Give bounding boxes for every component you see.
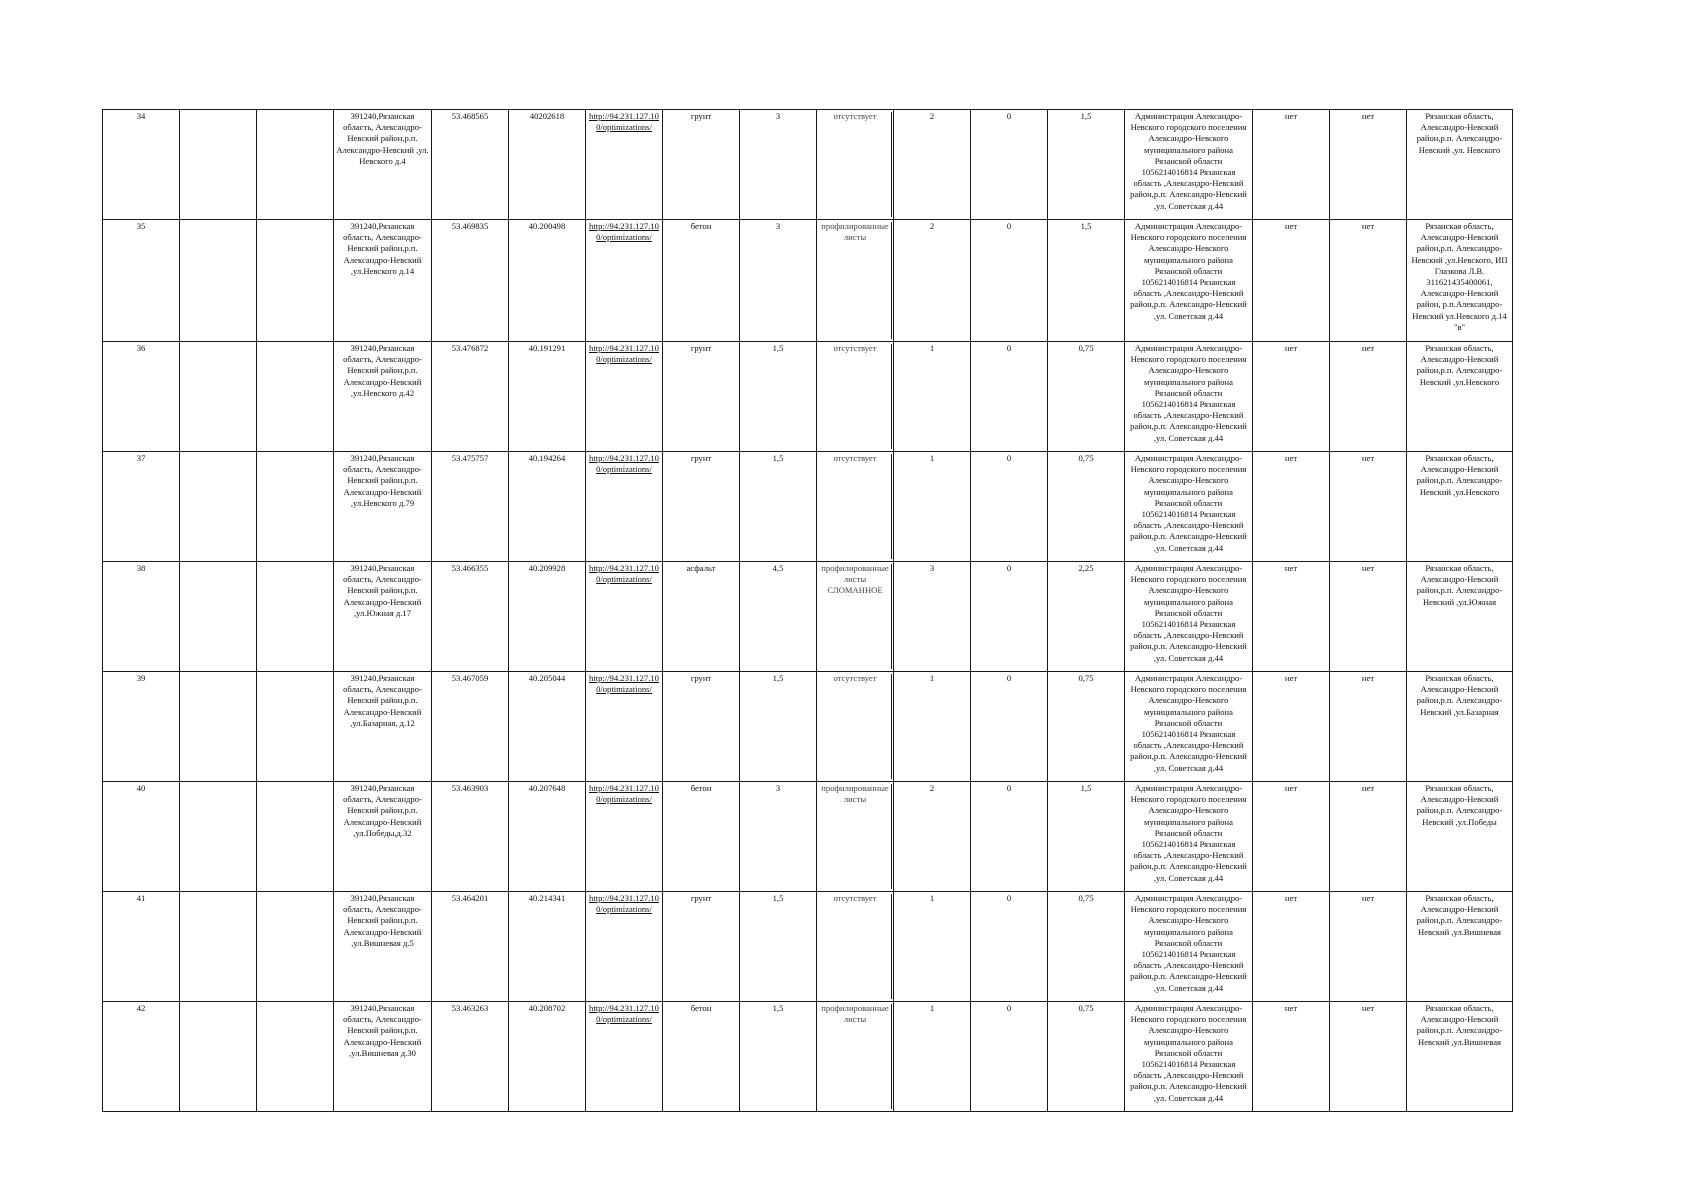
address-cell: 391240,Рязанская область, Александро-Невский район,р.п. Александро-Невский ,ул. Невского д.4 [334,110,432,220]
map-link-cell [586,220,663,342]
flag-cell-2: нет [1330,110,1407,220]
sources-cell: Рязанская область, Александро-Невский район,р.п. Александро-Невский ,ул.Вишневая [1407,1002,1513,1112]
volume-cell: 0,75 [1048,672,1125,782]
map-link-cell [586,1002,663,1112]
address-cell: 391240,Рязанская область, Александро-Невский район,р.п. Александро-Невский ,ул.Вишневая д.30 [334,1002,432,1112]
surface-cell: бетон [663,220,740,342]
fence-cell [817,220,894,342]
flag-cell-2: нет [1330,452,1407,562]
empty-cell-3 [257,672,334,782]
sources-cell: Рязанская область, Александро-Невский район,р.п. Александро-Невский ,ул.Невского [1407,452,1513,562]
row-number: 36 [103,342,180,452]
volume-cell: 1,5 [1048,782,1125,892]
area-cell: 3 [740,110,817,220]
owner-cell: Администрация Александро-Невского городского поселения Александро-Невского муниципального района Рязанской области 1056214016814 Рязанская область ,Александро-Невский район,р.п. Александро-Невский ,ул. Советская д.44 [1125,110,1253,220]
latitude-cell: 53.463903 [432,782,509,892]
flag-cell-1: нет [1253,672,1330,782]
table-row [103,562,1513,672]
volume-cell: 0,75 [1048,342,1125,452]
empty-cell-2 [180,342,257,452]
containers-count-cell: 1 [894,342,971,452]
containers-planned-cell: 0 [971,1002,1048,1112]
map-link[interactable]: http://94.231.127.100/optimizations/ [589,673,659,695]
fence-cell [817,342,894,452]
empty-cell-3 [257,892,334,1002]
empty-cell-3 [257,1002,334,1112]
map-link-cell [586,892,663,1002]
flag-cell-1: нет [1253,110,1330,220]
row-number: 37 [103,452,180,562]
latitude-cell: 53.468565 [432,110,509,220]
empty-cell-3 [257,342,334,452]
empty-cell-3 [257,110,334,220]
area-cell: 1,5 [740,892,817,1002]
containers-planned-cell: 0 [971,782,1048,892]
latitude-cell: 53.476872 [432,342,509,452]
fence-text: профилированные листы [821,221,889,243]
cell-divider [891,454,892,559]
empty-cell-3 [257,452,334,562]
containers-count-cell: 2 [894,110,971,220]
flag-cell-1: нет [1253,782,1330,892]
containers-count-cell: 2 [894,782,971,892]
fence-cell [817,452,894,562]
surface-cell: асфальт [663,562,740,672]
map-link[interactable]: http://94.231.127.100/optimizations/ [589,111,659,133]
longitude-cell: 40.208702 [509,1002,586,1112]
owner-cell: Администрация Александро-Невского городского поселения Александро-Невского муниципального района Рязанской области 1056214016814 Рязанская область ,Александро-Невский район,р.п. Александро-Невский ,ул. Советская д.44 [1125,892,1253,1002]
row-number: 41 [103,892,180,1002]
fence-cell [817,782,894,892]
empty-cell-2 [180,672,257,782]
latitude-cell: 53.463263 [432,1002,509,1112]
map-link[interactable]: http://94.231.127.100/optimizations/ [589,783,659,805]
map-link[interactable]: http://94.231.127.100/optimizations/ [589,563,659,585]
table-body [103,110,1513,1112]
sources-cell: Рязанская область, Александро-Невский район,р.п. Александро-Невский ,ул.Вишневая [1407,892,1513,1002]
empty-cell-3 [257,782,334,892]
map-link[interactable]: http://94.231.127.100/optimizations/ [589,343,659,365]
owner-cell: Администрация Александро-Невского городского поселения Александро-Невского муниципального района Рязанской области 1056214016814 Рязанская область ,Александро-Невский район,р.п. Александро-Невский ,ул. Советская д.44 [1125,452,1253,562]
empty-cell-2 [180,562,257,672]
containers-planned-cell: 0 [971,342,1048,452]
map-link[interactable]: http://94.231.127.100/optimizations/ [589,893,659,915]
volume-cell: 2,25 [1048,562,1125,672]
volume-cell: 1,5 [1048,220,1125,342]
containers-count-cell: 3 [894,562,971,672]
flag-cell-1: нет [1253,452,1330,562]
surface-cell: грунт [663,342,740,452]
sources-cell: Рязанская область, Александро-Невский район,р.п. Александро-Невский ,ул.Базарная [1407,672,1513,782]
address-cell: 391240,Рязанская область, Александро-Невский район,р.п. Александро-Невский ,ул.Победы,д.32 [334,782,432,892]
empty-cell-3 [257,562,334,672]
containers-planned-cell: 0 [971,562,1048,672]
empty-cell-2 [180,220,257,342]
row-number: 35 [103,220,180,342]
table-row [103,110,1513,220]
containers-count-cell: 1 [894,1002,971,1112]
cell-divider [891,1004,892,1109]
map-link-cell [586,782,663,892]
longitude-cell: 40.209928 [509,562,586,672]
flag-cell-1: нет [1253,1002,1330,1112]
row-number: 42 [103,1002,180,1112]
containers-count-cell: 2 [894,220,971,342]
flag-cell-2: нет [1330,782,1407,892]
table-row [103,342,1513,452]
map-link[interactable]: http://94.231.127.100/optimizations/ [589,453,659,475]
address-cell: 391240,Рязанская область, Александро-Невский район,р.п. Александро-Невский ,ул.Южная д.17 [334,562,432,672]
surface-cell: бетон [663,782,740,892]
latitude-cell: 53.475757 [432,452,509,562]
address-cell: 391240,Рязанская область, Александро-Невский район,р.п. Александро-Невский ,ул.Вишневая д.5 [334,892,432,1002]
row-number: 34 [103,110,180,220]
longitude-cell: 40.207648 [509,782,586,892]
area-cell: 1,5 [740,672,817,782]
longitude-cell: 40.214341 [509,892,586,1002]
latitude-cell: 53.467059 [432,672,509,782]
waste-sites-table [102,109,1513,1112]
surface-cell: грунт [663,672,740,782]
containers-planned-cell: 0 [971,220,1048,342]
flag-cell-1: нет [1253,562,1330,672]
surface-cell: грунт [663,110,740,220]
fence-text: профилированные листы [821,1003,889,1025]
empty-cell-2 [180,1002,257,1112]
area-cell: 3 [740,220,817,342]
empty-cell-2 [180,782,257,892]
sources-cell: Рязанская область, Александро-Невский район,р.п. Александро-Невский ,ул.Невского [1407,342,1513,452]
map-link-cell [586,342,663,452]
fence-text: профилированные листы [821,783,889,805]
cell-divider [891,784,892,889]
containers-count-cell: 1 [894,452,971,562]
longitude-cell: 40202618 [509,110,586,220]
table-row [103,782,1513,892]
fence-text: профилированные листы СЛОМАННОЕ [821,563,889,596]
area-cell: 1,5 [740,342,817,452]
latitude-cell: 53.466355 [432,562,509,672]
owner-cell: Администрация Александро-Невского городского поселения Александро-Невского муниципального района Рязанской области 1056214016814 Рязанская область ,Александро-Невский район,р.п. Александро-Невский ,ул. Советская д.44 [1125,342,1253,452]
cell-divider [891,222,892,339]
empty-cell-3 [257,220,334,342]
area-cell: 3 [740,782,817,892]
sources-cell: Рязанская область, Александро-Невский район,р.п. Александро-Невский ,ул.Южная [1407,562,1513,672]
table-row [103,220,1513,342]
row-number: 39 [103,672,180,782]
map-link-cell [586,110,663,220]
sources-cell: Рязанская область, Александро-Невский район,р.п. Александро-Невский ,ул.Победы [1407,782,1513,892]
owner-cell: Администрация Александро-Невского городского поселения Александро-Невского муниципального района Рязанской области 1056214016814 Рязанская область ,Александро-Невский район,р.п. Александро-Невский ,ул. Советская д.44 [1125,220,1253,342]
flag-cell-1: нет [1253,892,1330,1002]
table-row [103,672,1513,782]
address-cell: 391240,Рязанская область, Александро-Невский район,р.п. Александро-Невский ,ул.Базарная, д.12 [334,672,432,782]
sources-cell: Рязанская область, Александро-Невский район,р.п. Александро-Невский ,ул. Невского [1407,110,1513,220]
fence-cell [817,562,894,672]
table-row [103,1002,1513,1112]
containers-planned-cell: 0 [971,672,1048,782]
row-number: 38 [103,562,180,672]
fence-cell [817,892,894,1002]
empty-cell-2 [180,892,257,1002]
sources-cell: Рязанская область, Александро-Невский район,р.п. Александро-Невский ,ул.Невского, ИП Глазкова Л.В. 311621435400061, Александро-Невский район, р.п.Александро-Невский ул.Невского д.14 "в" [1407,220,1513,342]
flag-cell-2: нет [1330,1002,1407,1112]
fence-cell [817,672,894,782]
address-cell: 391240,Рязанская область, Александро-Невский район,р.п. Александро-Невский ,ул.Невского д.79 [334,452,432,562]
containers-planned-cell: 0 [971,110,1048,220]
cell-divider [891,344,892,449]
cell-divider [891,564,892,669]
volume-cell: 1,5 [1048,110,1125,220]
containers-planned-cell: 0 [971,892,1048,1002]
address-cell: 391240,Рязанская область, Александро-Невский район,р.п. Александро-Невский ,ул.Невского д.14 [334,220,432,342]
fence-text: отсутствует [833,111,877,121]
owner-cell: Администрация Александро-Невского городского поселения Александро-Невского муниципального района Рязанской области 1056214016814 Рязанская область ,Александро-Невский район,р.п. Александро-Невский ,ул. Советская д.44 [1125,562,1253,672]
owner-cell: Администрация Александро-Невского городского поселения Александро-Невского муниципального района Рязанской области 1056214016814 Рязанская область ,Александро-Невский район,р.п. Александро-Невский ,ул. Советская д.44 [1125,672,1253,782]
owner-cell: Администрация Александро-Невского городского поселения Александро-Невского муниципального района Рязанской области 1056214016814 Рязанская область ,Александро-Невский район,р.п. Александро-Невский ,ул. Советская д.44 [1125,782,1253,892]
map-link-cell [586,452,663,562]
containers-count-cell: 1 [894,672,971,782]
volume-cell: 0,75 [1048,1002,1125,1112]
fence-text: отсутствует [833,343,877,353]
flag-cell-2: нет [1330,562,1407,672]
cell-divider [891,112,892,217]
fence-text: отсутствует [833,453,877,463]
address-cell: 391240,Рязанская область, Александро-Невский район,р.п. Александро-Невский ,ул.Невского д.42 [334,342,432,452]
empty-cell-2 [180,110,257,220]
containers-planned-cell: 0 [971,452,1048,562]
surface-cell: бетон [663,1002,740,1112]
fence-cell [817,110,894,220]
map-link-cell [586,562,663,672]
fence-text: отсутствует [833,893,877,903]
map-link[interactable]: http://94.231.127.100/optimizations/ [589,1003,659,1025]
flag-cell-2: нет [1330,220,1407,342]
flag-cell-2: нет [1330,672,1407,782]
flag-cell-1: нет [1253,342,1330,452]
empty-cell-2 [180,452,257,562]
latitude-cell: 53.464201 [432,892,509,1002]
containers-count-cell: 1 [894,892,971,1002]
map-link[interactable]: http://94.231.127.100/optimizations/ [589,221,659,243]
area-cell: 4,5 [740,562,817,672]
latitude-cell: 53.469835 [432,220,509,342]
fence-text: отсутствует [833,673,877,683]
area-cell: 1,5 [740,1002,817,1112]
flag-cell-1: нет [1253,220,1330,342]
table-row [103,892,1513,1002]
owner-cell: Администрация Александро-Невского городского поселения Александро-Невского муниципального района Рязанской области 1056214016814 Рязанская область ,Александро-Невский район,р.п. Александро-Невский ,ул. Советская д.44 [1125,1002,1253,1112]
area-cell: 1,5 [740,452,817,562]
row-number: 40 [103,782,180,892]
flag-cell-2: нет [1330,342,1407,452]
fence-cell [817,1002,894,1112]
map-link-cell [586,672,663,782]
longitude-cell: 40.205044 [509,672,586,782]
surface-cell: грунт [663,452,740,562]
volume-cell: 0,75 [1048,452,1125,562]
longitude-cell: 40.194264 [509,452,586,562]
flag-cell-2: нет [1330,892,1407,1002]
cell-divider [891,674,892,779]
table-row [103,452,1513,562]
longitude-cell: 40.191291 [509,342,586,452]
surface-cell: грунт [663,892,740,1002]
longitude-cell: 40.200498 [509,220,586,342]
volume-cell: 0,75 [1048,892,1125,1002]
cell-divider [891,894,892,999]
